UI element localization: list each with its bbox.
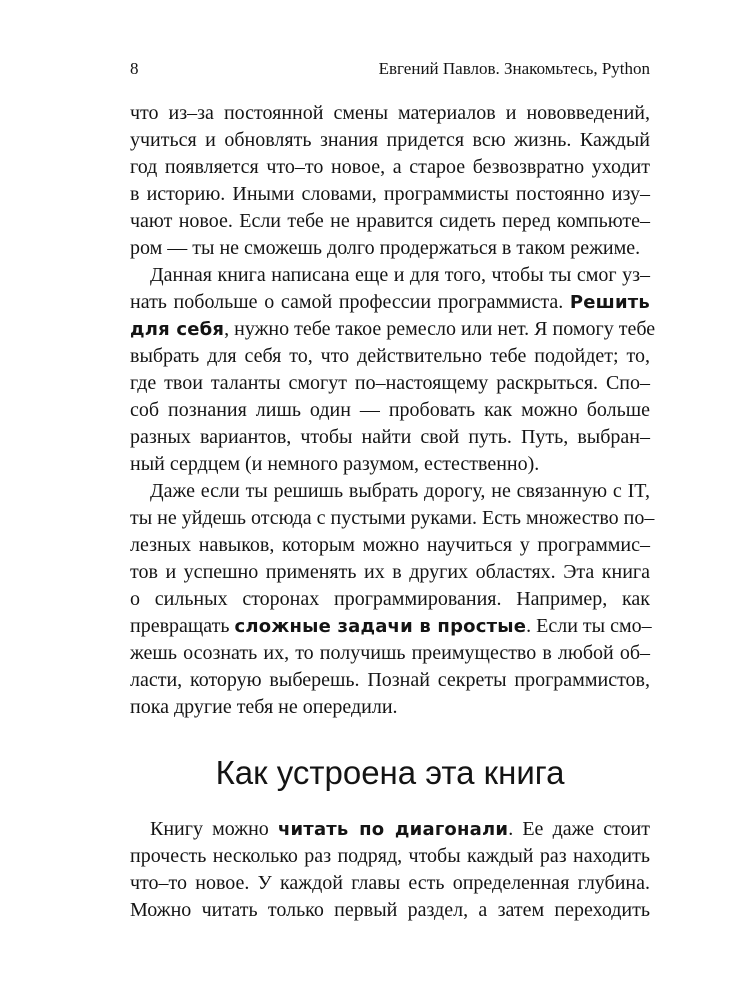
text-line: Данная книга написана еще и для того, чтобы ты смог уз– (150, 264, 650, 286)
emphasis-text: Решить (569, 292, 650, 313)
text-line: год появляется что–то новое, а старое безвозвратно уходит (130, 156, 650, 178)
text-line: прочесть несколько раз подряд, чтобы каждый раз находить (130, 845, 650, 867)
text-line: выбрать для себя то, что действительно тебе подойдет; то, (130, 345, 650, 367)
text-line (130, 816, 650, 843)
paragraph-4 (130, 816, 650, 924)
text-line (130, 316, 656, 343)
text-line (130, 289, 650, 316)
text-line: Можно читать только первый раздел, а затем переходить (130, 899, 650, 921)
text-line: соб познания лишь один — пробовать как можно больше (130, 399, 650, 421)
paragraph-2 (130, 262, 656, 478)
text-line: пока другие тебя не опередили. (130, 696, 398, 718)
text-line: разных вариантов, чтобы найти свой путь. Путь, выбран– (130, 426, 650, 448)
book-page (130, 58, 656, 921)
text-line: жешь осознать их, то получишь преимущество в любой об– (130, 642, 650, 664)
text-line: лезных навыков, которым можно научиться у программис– (130, 534, 650, 556)
text-run: нать побольше о самой профессии программиста. (130, 291, 570, 313)
text-line: ный сердцем (и немного разумом, естественно). (130, 453, 540, 475)
text-line: тов и успешно применять их в других областях. Эта книга (130, 561, 650, 583)
running-header (130, 58, 650, 80)
emphasis-text: для себя (130, 319, 225, 340)
text-line: о сильных сторонах программирования. Например, как (130, 588, 650, 610)
text-line: учиться и обновлять знания придется всю жизнь. Каждый (130, 129, 650, 151)
text-line: где твои таланты смогут по–настоящему раскрыться. Спо– (130, 372, 650, 394)
text-line: ром — ты не сможешь долго продержаться в таком режиме. (130, 237, 641, 259)
text-line: что из–за постоянной смены материалов и нововведений, (130, 102, 650, 124)
text-run: превращать (130, 615, 235, 637)
text-run: . Если ты смо– (526, 615, 652, 637)
body-text (130, 100, 656, 721)
text-line: ласти, которую выберешь. Познай секреты программистов, (130, 669, 650, 691)
text-line: что–то новое. У каждой главы есть определенная глубина. (130, 872, 650, 894)
section-body (130, 816, 650, 924)
text-run: , нужно тебе такое ремесло или нет. Я помогу тебе (224, 318, 656, 340)
text-run: Книгу можно (150, 818, 278, 840)
emphasis-text: сложные задачи в простые (234, 616, 527, 637)
text-run: . Ее даже стоит (508, 818, 651, 840)
emphasis-text: читать по диагонали (277, 819, 509, 840)
running-title: Евгений Павлов. Знакомьтесь, Python (378, 59, 650, 78)
text-line: ты не уйдешь отсюда с пустыми руками. Есть множество по– (130, 507, 655, 529)
section-heading: Как устроена эта книга (215, 754, 565, 791)
text-line: Даже если ты решишь выбрать дорогу, не связанную с IT, (150, 480, 650, 502)
text-line (130, 613, 650, 640)
page-number: 8 (130, 59, 139, 78)
paragraph-3 (130, 478, 655, 721)
text-line: чают новое. Если тебе не нравится сидеть перед компьюте– (130, 210, 650, 232)
text-line: в историю. Иными словами, программисты постоянно изу– (130, 183, 650, 205)
paragraph-1 (130, 100, 650, 262)
